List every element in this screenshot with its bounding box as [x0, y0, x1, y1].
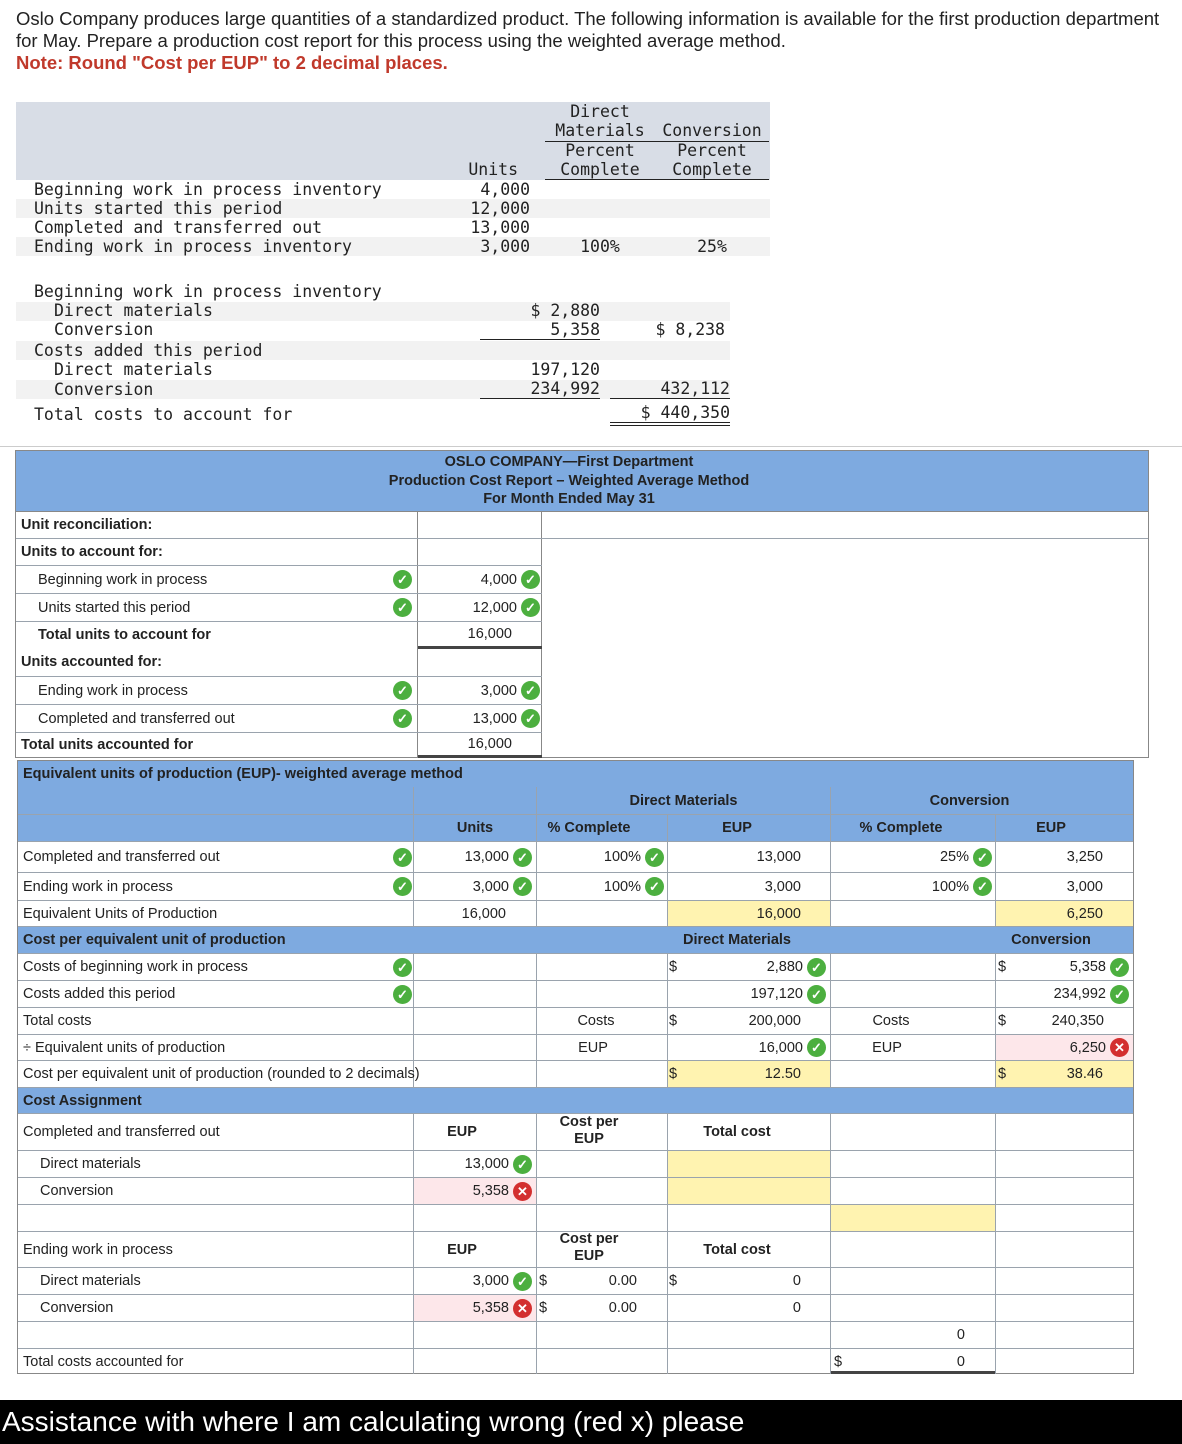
check-icon: [389, 981, 412, 1007]
cost-per-eup-h2: EUP: [574, 1131, 604, 1147]
cto-dm-eup-input[interactable]: [414, 1151, 532, 1177]
assign-band: [18, 1088, 1133, 1113]
check-icon: ✓: [1110, 985, 1129, 1004]
header-rule-2: [545, 179, 769, 180]
cto-dm-label: Direct materials: [40, 1156, 141, 1172]
dm-pct-header: % Complete: [547, 820, 631, 836]
units-row-label: Units started this period: [34, 199, 283, 218]
cost-row-label: Direct materials: [54, 301, 213, 320]
total-accounted-label: Total units accounted for: [21, 737, 194, 753]
report-title-2: Production Cost Report – Weighted Average Method: [388, 472, 750, 489]
total-accounted-value: 16,000: [467, 736, 512, 752]
cv-eup-divisor-input[interactable]: [996, 1035, 1133, 1060]
dm-eup-value: 3,000: [764, 878, 801, 895]
check-icon: ✓: [393, 709, 412, 728]
units-header: Units: [468, 160, 518, 179]
cto-dm-total-cost-input[interactable]: [668, 1151, 830, 1177]
check-icon: [389, 954, 412, 980]
report-title: [16, 453, 1122, 509]
value: 197,120: [750, 986, 803, 1002]
cto-cv-eup-input[interactable]: [414, 1178, 536, 1204]
dm-pct-input[interactable]: [537, 873, 664, 900]
check-icon: ✓: [393, 570, 412, 589]
units-row-value: 3,000: [480, 237, 530, 256]
rule: [831, 1371, 995, 1374]
dollar-sign: $: [834, 1353, 843, 1370]
cv-pct-header: % Complete: [859, 820, 943, 836]
units-row-label: Beginning work in process inventory: [34, 180, 382, 199]
cost-value: 234,992: [480, 379, 600, 399]
check-icon: ✓: [645, 848, 664, 867]
completed-input[interactable]: [418, 705, 540, 732]
dm-eup-total: 16,000: [668, 901, 830, 926]
eup-units-input[interactable]: [414, 873, 532, 900]
dm-added-input[interactable]: [680, 981, 826, 1007]
check-icon: ✓: [393, 681, 412, 700]
cost-row-label: Direct materials: [54, 360, 213, 379]
ewip-cv-label: Conversion: [40, 1300, 114, 1316]
check-icon: ✓: [807, 985, 826, 1004]
dm-header: Direct Materials: [629, 792, 738, 809]
cto-label: Completed and transferred out: [23, 1124, 220, 1140]
units-row-label: Completed and transferred out: [34, 218, 323, 237]
cost-row-label: Conversion: [54, 380, 154, 399]
cv-added-input[interactable]: [1010, 981, 1129, 1007]
rule: [18, 1321, 1133, 1322]
check-icon: ✓: [513, 877, 532, 896]
cpeu-div-label: ÷ Equivalent units of production: [23, 1039, 226, 1056]
ewip-dm-eup-input[interactable]: [414, 1268, 532, 1294]
units-row-value: 4,000: [480, 180, 530, 199]
units-row-value: 12,000: [470, 199, 530, 218]
dm-total-cost: 200,000: [748, 1013, 801, 1029]
cv-eup-value: 3,250: [1066, 849, 1103, 865]
value: 3,000: [472, 878, 509, 895]
check-icon: ✓: [513, 1272, 532, 1291]
cv-eup-header: EUP: [1036, 820, 1066, 836]
cost-per-eup-h1: Cost per: [559, 1231, 619, 1247]
eup-units-total: 16,000: [461, 905, 506, 922]
check-icon: ✓: [393, 848, 412, 867]
costs-word: Costs: [872, 1013, 910, 1029]
eup-units-input[interactable]: [414, 842, 532, 872]
cost-value: 5,358: [480, 320, 600, 340]
check-icon: ✓: [973, 848, 992, 867]
cost-per-eup-h2: EUP: [574, 1248, 604, 1264]
eup-header: EUP: [447, 1242, 477, 1258]
ewip-total: 0: [956, 1327, 965, 1343]
cpeu-cv-header: Conversion: [1011, 932, 1091, 948]
dm-eup-divisor-input[interactable]: [680, 1035, 826, 1060]
check-icon: ✓: [1110, 958, 1129, 977]
check-icon: [389, 873, 412, 900]
total-cost-header: Total cost: [703, 1124, 771, 1140]
unit-recon-heading: Unit reconciliation:: [21, 517, 153, 533]
end-wip-input[interactable]: [418, 677, 540, 704]
value: 3,000: [480, 682, 517, 699]
instructions: [16, 8, 1176, 74]
value: 16,000: [758, 1039, 803, 1056]
eup-word: EUP: [578, 1039, 608, 1056]
dollar-sign: $: [669, 1013, 678, 1029]
check-icon: [389, 842, 412, 872]
cost-row-label: Beginning work in process inventory: [34, 282, 382, 301]
value: 100%: [603, 878, 641, 895]
eup-row-label: Completed and transferred out: [23, 849, 220, 865]
check-icon: ✓: [645, 877, 664, 896]
conv-header-1: Conversion: [662, 121, 762, 140]
rule: [16, 511, 1148, 512]
cv-eup-value: 3,000: [1066, 878, 1103, 895]
conv-header-3: Complete: [672, 160, 752, 179]
instructions-note: Note: Round "Cost per EUP" to 2 decimal places.: [16, 52, 448, 73]
total-to-account-value: 16,000: [467, 626, 512, 642]
check-icon: ✓: [807, 958, 826, 977]
dollar-sign: $: [539, 1273, 548, 1289]
value: 12,000: [472, 599, 517, 616]
costs-word: Costs: [577, 1013, 615, 1029]
total-cost-header: Total cost: [703, 1242, 771, 1258]
ewip-cv-eup-input[interactable]: [414, 1295, 536, 1321]
ending-dm-percent: 100%: [580, 237, 620, 256]
dm-eup-value: 13,000: [756, 849, 801, 865]
rule: [16, 538, 1148, 539]
rule: [418, 755, 542, 758]
rule: [18, 1150, 1133, 1151]
units-col-header: Units: [456, 820, 494, 836]
dollar-sign: $: [669, 1066, 678, 1082]
check-icon: ✓: [393, 958, 412, 977]
ewip-dm-total-cost: 0: [792, 1273, 801, 1289]
value: 100%: [931, 878, 969, 895]
cv-pct-input[interactable]: [831, 842, 992, 872]
ewip-cv-total-cost: 0: [792, 1300, 801, 1316]
cost-subtotal: $ 8,238: [655, 320, 725, 339]
cost-value: 197,120: [530, 360, 600, 379]
value: 5,358: [1069, 959, 1106, 975]
cost-row-label: Costs added this period: [34, 341, 263, 360]
cto-cv-total-cost-input[interactable]: [668, 1178, 830, 1204]
value: 2,880: [766, 959, 803, 975]
ewip-cv-cpe: 0.00: [608, 1300, 637, 1316]
ewip-label: Ending work in process: [23, 1242, 173, 1258]
eup-row-label: Ending work in process: [23, 878, 173, 895]
cost-per-eup-header: [537, 1231, 641, 1265]
error-x-icon: ✕: [513, 1182, 532, 1201]
cost-per-eup-header: [537, 1114, 641, 1148]
error-x-icon: ✕: [513, 1299, 532, 1318]
dm-header-1: Direct: [570, 102, 630, 121]
beg-wip-input[interactable]: [418, 566, 540, 593]
cpeu-title: Cost per equivalent unit of production: [23, 932, 286, 948]
eup-row-label: Equivalent Units of Production: [23, 905, 218, 922]
divider: [0, 446, 1182, 447]
started-label: Units started this period: [38, 599, 191, 616]
cv-cpeu-value: 38.46: [996, 1061, 1133, 1087]
check-icon: ✓: [393, 985, 412, 1004]
check-icon: [389, 566, 412, 593]
value: 5,358: [472, 1183, 509, 1199]
check-icon: ✓: [393, 877, 412, 896]
report-title-3: For Month Ended May 31: [483, 491, 655, 507]
instructions-text: Oslo Company produces large quantities of a standardized product. The following information is available for the first production department for May. Prepare a production cost report for this process using the weighted average method.: [16, 8, 1160, 51]
value: 234,992: [1053, 986, 1106, 1002]
dollar-sign: $: [539, 1300, 548, 1316]
dollar-sign: $: [998, 1066, 1007, 1082]
value: 13,000: [464, 849, 509, 865]
cv-total-cost: 240,350: [1051, 1013, 1104, 1029]
value: 25%: [939, 849, 969, 865]
cost-row-label: Total costs to account for: [34, 405, 293, 424]
cost-per-eup-h1: Cost per: [559, 1114, 619, 1130]
cpeu-dm-header: Direct Materials: [683, 932, 791, 948]
units-accounted-heading: Units accounted for:: [21, 654, 162, 670]
rule: [18, 1177, 1133, 1178]
units-to-account-heading: Units to account for:: [21, 544, 163, 560]
check-icon: [389, 705, 412, 732]
assign-title: Cost Assignment: [23, 1092, 142, 1109]
check-icon: ✓: [513, 848, 532, 867]
value: 4,000: [480, 571, 517, 588]
check-icon: ✓: [521, 681, 540, 700]
conv-header-2: Percent: [677, 141, 747, 160]
cv-beg-input[interactable]: [1010, 954, 1129, 980]
cpeu-beg-label: Costs of beginning work in process: [23, 959, 248, 975]
check-icon: ✓: [513, 1155, 532, 1174]
eup-word: EUP: [872, 1039, 902, 1056]
cv-pct-input[interactable]: [831, 873, 992, 900]
value: 6,250: [1069, 1039, 1106, 1056]
dm-eup-header: EUP: [722, 820, 752, 836]
conv-header: Conversion: [929, 792, 1010, 809]
cv-eup-total: 6,250: [996, 901, 1133, 926]
check-icon: ✓: [521, 570, 540, 589]
eup-section-title: Equivalent units of production (EUP)- weighted average method: [23, 766, 463, 782]
dm-header-4: Complete: [560, 160, 640, 179]
cpeu-total-label: Total costs: [23, 1013, 92, 1029]
rule: [18, 1348, 1133, 1349]
dm-header-3: Percent: [565, 141, 635, 160]
cpeu-added-label: Costs added this period: [23, 986, 176, 1002]
dollar-sign: $: [998, 1013, 1007, 1029]
value: 3,000: [472, 1273, 509, 1289]
check-icon: ✓: [393, 598, 412, 617]
dollar-sign: $: [669, 959, 678, 975]
ending-conv-percent: 25%: [697, 237, 727, 256]
cost-subtotal: 432,112: [610, 379, 730, 399]
rule: [18, 980, 1133, 981]
started-input[interactable]: [418, 594, 540, 621]
cto-cv-label: Conversion: [40, 1183, 114, 1199]
value: 5,358: [472, 1300, 509, 1316]
dm-pct-input[interactable]: [537, 842, 664, 872]
check-icon: [389, 677, 412, 704]
units-row-label: Ending work in process inventory: [34, 237, 352, 256]
cost-value: $ 2,880: [530, 301, 600, 320]
question-caption: Assistance with where I am calculating wrong (red x) please: [0, 1400, 1182, 1444]
beg-wip-label: Beginning work in process: [38, 571, 208, 588]
eup-header: EUP: [447, 1124, 477, 1140]
error-x-icon: ✕: [1110, 1038, 1129, 1057]
dm-cpeu-value: 12.50: [668, 1061, 830, 1087]
check-icon: ✓: [521, 709, 540, 728]
ewip-dm-cpe: 0.00: [608, 1273, 637, 1289]
cost-grand-total: $ 440,350: [610, 403, 730, 426]
dollar-sign: $: [669, 1273, 678, 1289]
check-icon: [389, 594, 412, 621]
cost-row-label: Conversion: [54, 320, 154, 339]
total-to-account-label: Total units to account for: [38, 627, 211, 643]
value: 13,000: [464, 1156, 509, 1172]
report-title-1: OSLO COMPANY—First Department: [444, 454, 694, 470]
cpeu-label: Cost per equivalent unit of production (rounded to 2 decimals): [23, 1066, 420, 1082]
dm-header-2: Materials: [555, 121, 645, 140]
rule: [418, 646, 542, 649]
value: 13,000: [472, 710, 517, 727]
end-wip-label: Ending work in process: [38, 682, 188, 699]
value: 100%: [603, 849, 641, 865]
grand-total: 0: [956, 1353, 965, 1370]
check-icon: ✓: [807, 1038, 826, 1057]
dollar-sign: $: [998, 959, 1007, 975]
check-icon: ✓: [973, 877, 992, 896]
units-row-value: 13,000: [470, 218, 530, 237]
completed-label: Completed and transferred out: [38, 710, 235, 727]
cto-total-input[interactable]: [831, 1205, 995, 1231]
ewip-dm-label: Direct materials: [40, 1273, 141, 1289]
dm-beg-input[interactable]: [680, 954, 826, 980]
check-icon: ✓: [521, 598, 540, 617]
total-accounted-costs-label: Total costs accounted for: [23, 1353, 184, 1370]
